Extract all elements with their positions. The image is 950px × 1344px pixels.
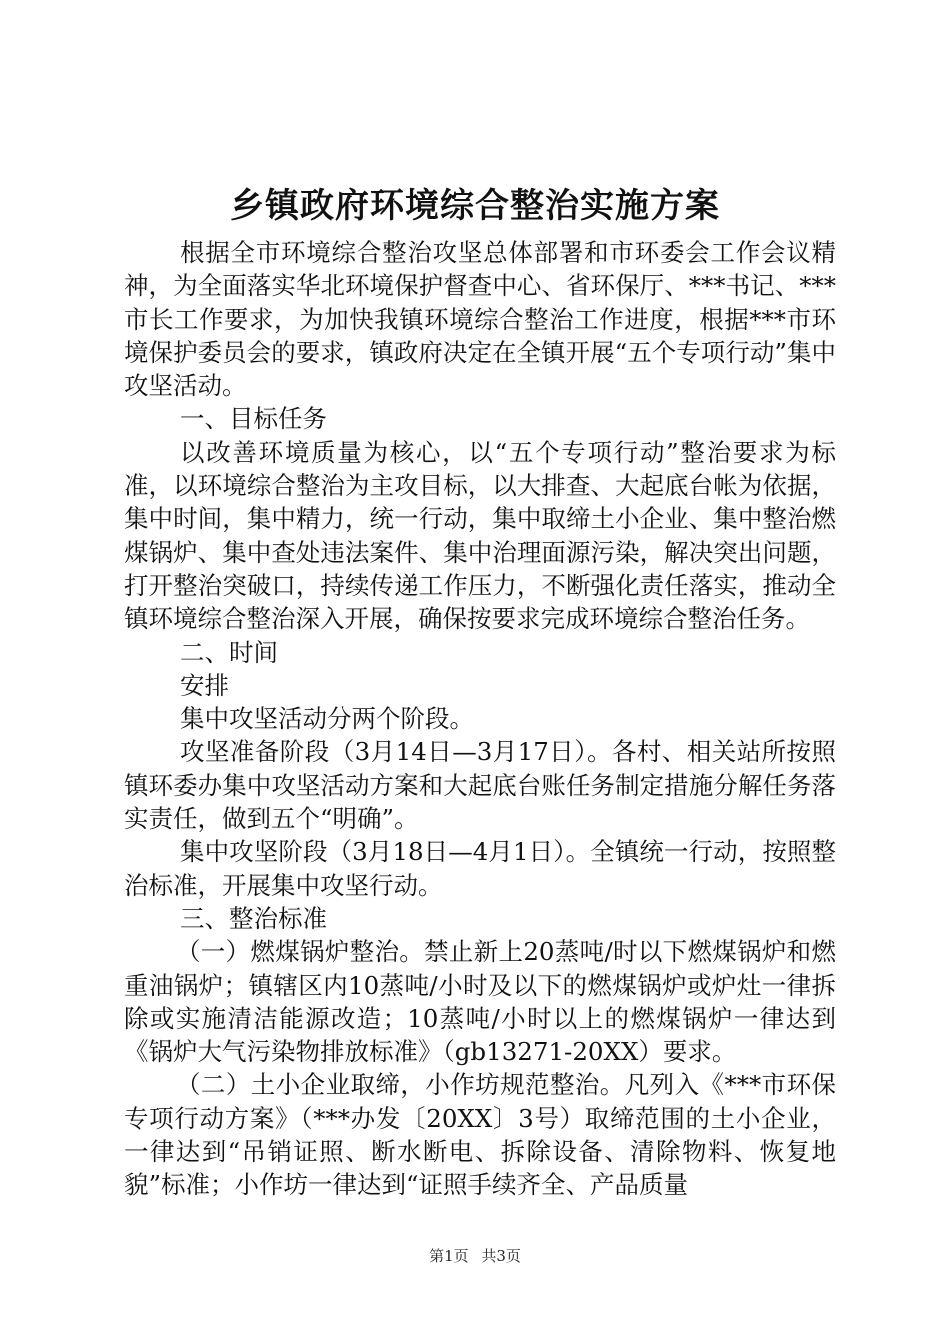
page-number: 第1页	[429, 1247, 469, 1265]
paragraph-goals: 以改善环境质量为核心，以“五个专项行动”整治要求为标准，以环境综合整治为主攻目标，以大排查、大起底台帐为依据，集中时间，集中精力，统一行动，集中取缔土小企业、集中整治燃煤锅炉、集中查处违法案件、集中治理面源污染，解决突出问题，打开整治突破口，持续传递工作压力，不断强化责任落实，推动全镇环境综合整治深入开展，确保按要求完成环境综合整治任务。	[124, 437, 836, 634]
paragraph-prep-stage: 攻坚准备阶段（3月14日—3月17日）。各村、相关站所按照镇环委办集中攻坚活动方案和大起底台账任务制定措施分解任务落实责任，做到五个“明确”。	[124, 737, 836, 834]
heading-time-arrangement: 安排	[180, 670, 229, 700]
paragraph-stages: 集中攻坚活动分两个阶段。	[180, 704, 474, 734]
heading-standards: 三、整治标准	[180, 903, 327, 933]
paragraph-intro: 根据全市环境综合整治攻坚总体部署和市环委会工作会议精神，为全面落实华北环境保护督查中心、省环保厅、***书记、***市长工作要求，为加快我镇环境综合整治工作进度，根据***市环境保护委员会的要求，镇政府决定在全镇开展“五个专项行动”集中攻坚活动。	[124, 238, 836, 401]
heading-time: 二、时间	[180, 637, 278, 667]
paragraph-assault-stage: 集中攻坚阶段（3月18日—4月1日）。全镇统一行动，按照整治标准，开展集中攻坚行动。	[124, 837, 836, 900]
paragraph-small-enterprise: （二）土小企业取缔，小作坊规范整治。凡列入《***市环保专项行动方案》（***办发〔20XX〕3号）取缔范围的土小企业，一律达到“吊销证照、断水断电、拆除设备、清除物料、恢复地貌”标准；小作坊一律达到“证照手续齐全、产品质量	[124, 1070, 836, 1200]
document-title: 乡镇政府环境综合整治实施方案	[230, 186, 720, 226]
page-footer	[0, 1246, 950, 1266]
heading-goals: 一、目标任务	[180, 404, 327, 434]
document-body	[124, 236, 836, 1202]
page-total: 共3页	[481, 1247, 521, 1265]
paragraph-boiler: （一）燃煤锅炉整治。禁止新上20蒸吨/时以下燃煤锅炉和燃重油锅炉；镇辖区内10蒸吨/小时及以下的燃煤锅炉或炉灶一律拆除或实施清洁能源改造；10蒸吨/小时以上的燃煤锅炉一律达到《锅炉大气污染物排放标准》（gb13271-20XX）要求。	[124, 937, 836, 1067]
